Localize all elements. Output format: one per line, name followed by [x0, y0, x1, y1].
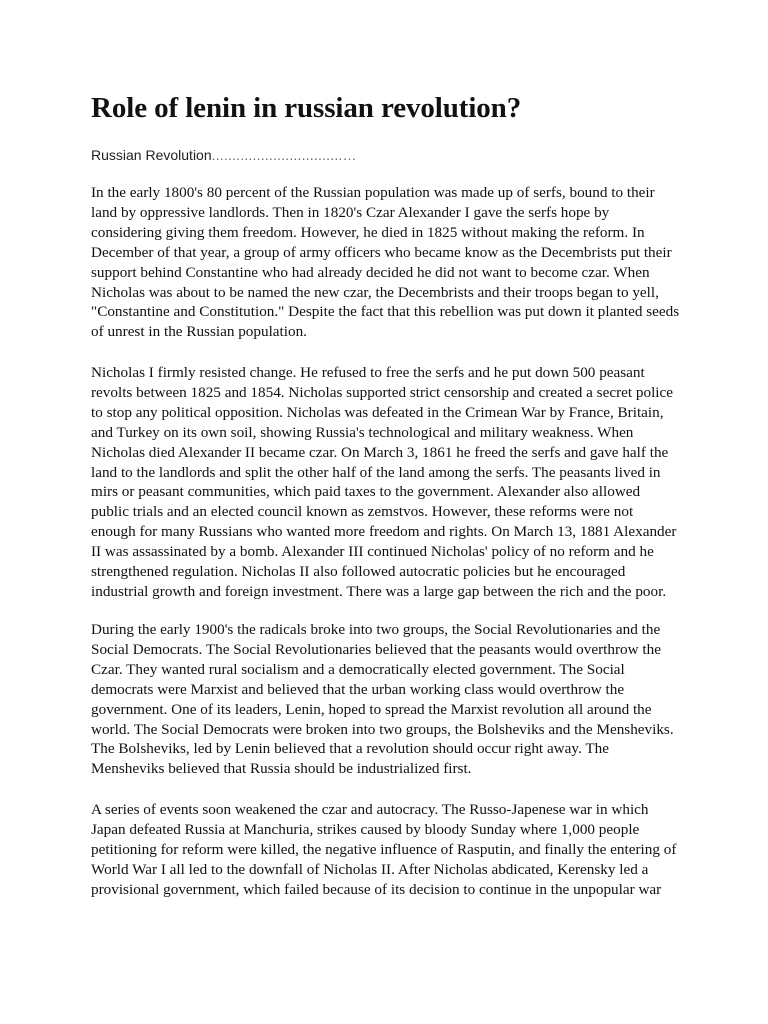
- subtitle-text: Russian Revolution: [91, 147, 212, 163]
- paragraph-3: During the early 1900's the radicals broke into two groups, the Social Revolutionaries and the Social Democrats. The Social Revolutionaries believed that the peasants would overthrow the Czar. They wanted rural socialism and a democratically elected government. The Social democrats were Marxist and believed that the urban working class would overthrow the government. One of its leaders, Lenin, hoped to spread the Marxist revolution all around the world. The Social Democrats were broken into two groups, the Bolsheviks and the Mensheviks. The Bolsheviks, led by Lenin believed that a revolution should occur right away. The Mensheviks believed that Russia should be industrialized first.: [91, 621, 674, 778]
- subtitle-dots: ................................…: [211, 147, 357, 163]
- paragraph-4: A series of events soon weakened the czar and autocracy. The Russo-Japenese war in which Japan defeated Russia at Manchuria, strikes caused by bloody Sunday where 1,000 people petitioning for reform were killed, the negative influence of Rasputin, and finally the entering of World War I all led to the downfall of Nicholas II. After Nicholas abdicated, Kerensky led a provisional government, which failed because of its decision to continue in the unpopular war: [91, 801, 677, 898]
- document-title: Role of lenin in russian revolution?: [91, 92, 522, 124]
- paragraph-1: In the early 1800's 80 percent of the Russian population was made up of serfs, bound to their land by oppressive landlords. Then in 1820's Czar Alexander I gave the serfs hope by considering giving them freedom. However, he died in 1825 without making the reform. In December of that year, a group of army officers who became know as the Decembrists put their support behind Constantine who had already decided he did not want to become czar. When Nicholas was about to be named the new czar, the Decembrists and their troops began to yell, "Constantine and Constitution." Despite the fact that this rebellion was put down it planted seeds of unrest in the Russian population.: [91, 184, 680, 341]
- paragraph-2: Nicholas I firmly resisted change. He refused to free the serfs and he put down 500 peasant revolts between 1825 and 1854. Nicholas supported strict censorship and created a secret police to stop any political opposition. Nicholas was defeated in the Crimean War by France, Britain, and Turkey on its own soil, showing Russia's technological and military weakness. When Nicholas died Alexander II became czar. On March 3, 1861 he freed the serfs and gave half the land to the landlords and split the other half of the land among the serfs. The peasants lived in mirs or peasant communities, which paid taxes to the government. Alexander also allowed public trials and an elected council known as zemstvos. However, these reforms were not enough for many Russians who wanted more freedom and rights. On March 13, 1881 Alexander II was assassinated by a bomb. Alexander III continued Nicholas' policy of no reform and he strengthened regulation. Nicholas II also followed autocratic policies but he encouraged industrial growth and foreign investment. There was a large gap between the rich and the poor.: [91, 364, 677, 600]
- document-subtitle: [91, 146, 681, 164]
- document-body: [91, 88, 681, 898]
